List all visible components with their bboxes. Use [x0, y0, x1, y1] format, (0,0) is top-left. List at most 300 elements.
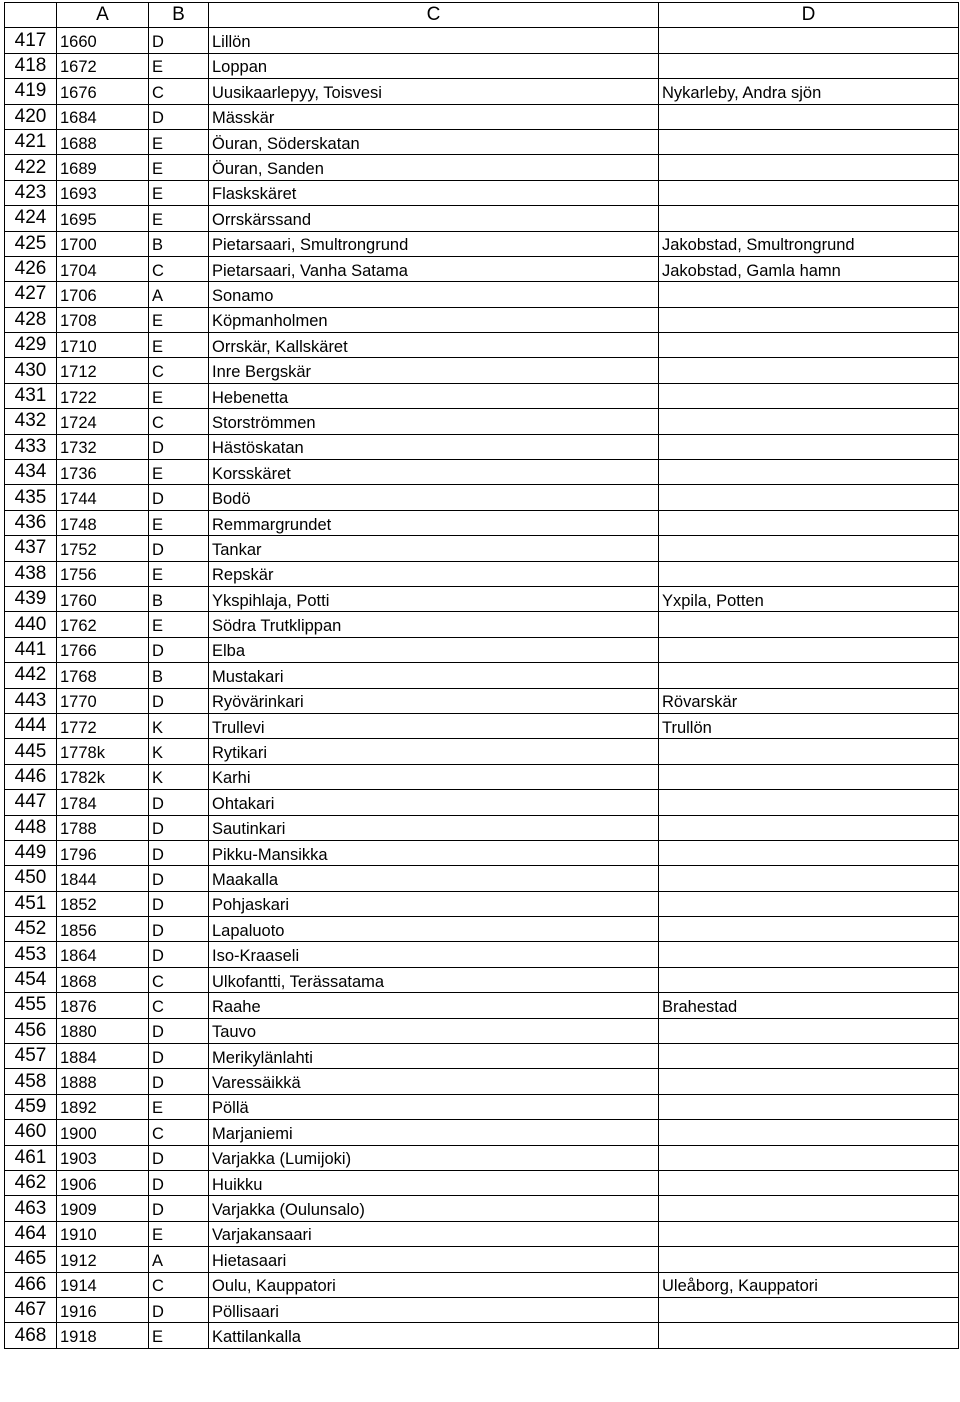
- cell-b[interactable]: D: [149, 866, 209, 891]
- row-number[interactable]: 464: [5, 1221, 57, 1246]
- cell-a[interactable]: 1712: [57, 358, 149, 383]
- cell-a[interactable]: 1916: [57, 1297, 149, 1322]
- cell-b[interactable]: B: [149, 231, 209, 256]
- cell-b[interactable]: D: [149, 1196, 209, 1221]
- row-number[interactable]: 430: [5, 358, 57, 383]
- cell-a[interactable]: 1868: [57, 967, 149, 992]
- cell-d[interactable]: [659, 536, 959, 561]
- row-number[interactable]: 442: [5, 663, 57, 688]
- cell-d[interactable]: [659, 28, 959, 53]
- cell-b[interactable]: C: [149, 967, 209, 992]
- cell-a[interactable]: 1724: [57, 409, 149, 434]
- table-row: [5, 561, 959, 586]
- cell-a[interactable]: 1888: [57, 1069, 149, 1094]
- row-number[interactable]: 437: [5, 536, 57, 561]
- row-number[interactable]: 456: [5, 1018, 57, 1043]
- row-number[interactable]: 423: [5, 180, 57, 205]
- cell-c[interactable]: Pikku-Mansikka: [209, 840, 659, 865]
- table-row: [5, 1323, 959, 1348]
- row-number[interactable]: 449: [5, 840, 57, 865]
- cell-d[interactable]: [659, 1069, 959, 1094]
- cell-b[interactable]: D: [149, 1170, 209, 1195]
- cell-d[interactable]: [659, 460, 959, 485]
- cell-a[interactable]: 1772: [57, 713, 149, 738]
- cell-d[interactable]: [659, 917, 959, 942]
- row-number[interactable]: 468: [5, 1323, 57, 1348]
- cell-c[interactable]: Ulkofantti, Terässatama: [209, 967, 659, 992]
- cell-d[interactable]: [659, 1094, 959, 1119]
- cell-a[interactable]: 1906: [57, 1170, 149, 1195]
- cell-a[interactable]: 1708: [57, 307, 149, 332]
- cell-c[interactable]: Marjaniemi: [209, 1120, 659, 1145]
- column-header-d[interactable]: D: [659, 3, 959, 28]
- cell-b[interactable]: E: [149, 129, 209, 154]
- cell-d[interactable]: [659, 409, 959, 434]
- cell-d[interactable]: [659, 333, 959, 358]
- cell-b[interactable]: C: [149, 256, 209, 281]
- table-row: [5, 1069, 959, 1094]
- table-row: [5, 434, 959, 459]
- cell-b[interactable]: C: [149, 409, 209, 434]
- cell-a[interactable]: 1770: [57, 688, 149, 713]
- row-number[interactable]: 425: [5, 231, 57, 256]
- cell-c[interactable]: Pohjaskari: [209, 891, 659, 916]
- row-number[interactable]: 441: [5, 637, 57, 662]
- table-row: [5, 129, 959, 154]
- table-row: [5, 409, 959, 434]
- cell-a[interactable]: 1700: [57, 231, 149, 256]
- cell-a[interactable]: 1914: [57, 1272, 149, 1297]
- cell-b[interactable]: D: [149, 1297, 209, 1322]
- cell-c[interactable]: Bodö: [209, 485, 659, 510]
- cell-d[interactable]: Nykarleby, Andra sjön: [659, 79, 959, 104]
- row-number[interactable]: 466: [5, 1272, 57, 1297]
- cell-c[interactable]: Sautinkari: [209, 815, 659, 840]
- cell-a[interactable]: 1722: [57, 383, 149, 408]
- corner-cell[interactable]: [5, 3, 57, 28]
- row-number[interactable]: 439: [5, 586, 57, 611]
- cell-a[interactable]: 1892: [57, 1094, 149, 1119]
- cell-b[interactable]: D: [149, 485, 209, 510]
- cell-a[interactable]: 1693: [57, 180, 149, 205]
- cell-a[interactable]: 1744: [57, 485, 149, 510]
- table-row: [5, 1196, 959, 1221]
- table-row: [5, 307, 959, 332]
- row-number[interactable]: 452: [5, 917, 57, 942]
- table-row: [5, 790, 959, 815]
- row-number[interactable]: 453: [5, 942, 57, 967]
- cell-b[interactable]: A: [149, 1247, 209, 1272]
- cell-b[interactable]: E: [149, 307, 209, 332]
- cell-a[interactable]: 1748: [57, 510, 149, 535]
- row-number[interactable]: 454: [5, 967, 57, 992]
- cell-d[interactable]: Yxpila, Potten: [659, 586, 959, 611]
- row-number[interactable]: 422: [5, 155, 57, 180]
- cell-b[interactable]: C: [149, 358, 209, 383]
- cell-d[interactable]: [659, 764, 959, 789]
- row-number[interactable]: 461: [5, 1145, 57, 1170]
- cell-d[interactable]: [659, 739, 959, 764]
- table-row: [5, 1145, 959, 1170]
- cell-d[interactable]: [659, 282, 959, 307]
- cell-b[interactable]: B: [149, 663, 209, 688]
- row-number[interactable]: 428: [5, 307, 57, 332]
- cell-a[interactable]: 1796: [57, 840, 149, 865]
- row-number[interactable]: 426: [5, 256, 57, 281]
- cell-b[interactable]: D: [149, 1145, 209, 1170]
- cell-d[interactable]: [659, 1018, 959, 1043]
- cell-d[interactable]: [659, 612, 959, 637]
- cell-b[interactable]: D: [149, 815, 209, 840]
- table-row: [5, 333, 959, 358]
- cell-b[interactable]: D: [149, 104, 209, 129]
- cell-b[interactable]: E: [149, 383, 209, 408]
- cell-b[interactable]: E: [149, 1094, 209, 1119]
- cell-a[interactable]: 1704: [57, 256, 149, 281]
- cell-c[interactable]: Ykspihlaja, Potti: [209, 586, 659, 611]
- cell-c[interactable]: Uusikaarlepyy, Toisvesi: [209, 79, 659, 104]
- cell-b[interactable]: D: [149, 1018, 209, 1043]
- cell-c[interactable]: Tankar: [209, 536, 659, 561]
- column-header-a[interactable]: A: [57, 3, 149, 28]
- cell-d[interactable]: [659, 307, 959, 332]
- cell-a[interactable]: 1689: [57, 155, 149, 180]
- cell-d[interactable]: [659, 180, 959, 205]
- cell-c[interactable]: Rytikari: [209, 739, 659, 764]
- cell-c[interactable]: Hästöskatan: [209, 434, 659, 459]
- row-number[interactable]: 459: [5, 1094, 57, 1119]
- cell-c[interactable]: Öuran, Sanden: [209, 155, 659, 180]
- cell-a[interactable]: 1736: [57, 460, 149, 485]
- cell-d[interactable]: [659, 53, 959, 78]
- cell-b[interactable]: E: [149, 180, 209, 205]
- cell-a[interactable]: 1684: [57, 104, 149, 129]
- row-number[interactable]: 444: [5, 713, 57, 738]
- cell-a[interactable]: 1732: [57, 434, 149, 459]
- table-row: [5, 79, 959, 104]
- table-row: [5, 993, 959, 1018]
- cell-a[interactable]: 1782k: [57, 764, 149, 789]
- row-number[interactable]: 465: [5, 1247, 57, 1272]
- cell-c[interactable]: Varjakka (Oulunsalo): [209, 1196, 659, 1221]
- row-number[interactable]: 436: [5, 510, 57, 535]
- row-number[interactable]: 438: [5, 561, 57, 586]
- cell-c[interactable]: Flaskskäret: [209, 180, 659, 205]
- cell-d[interactable]: Trullön: [659, 713, 959, 738]
- cell-c[interactable]: Varessäikkä: [209, 1069, 659, 1094]
- cell-c[interactable]: Storströmmen: [209, 409, 659, 434]
- table-row: [5, 612, 959, 637]
- row-number[interactable]: 455: [5, 993, 57, 1018]
- cell-d[interactable]: Uleåborg, Kauppatori: [659, 1272, 959, 1297]
- cell-d[interactable]: [659, 815, 959, 840]
- cell-a[interactable]: 1864: [57, 942, 149, 967]
- cell-a[interactable]: 1695: [57, 206, 149, 231]
- cell-b[interactable]: E: [149, 206, 209, 231]
- cell-c[interactable]: Lillön: [209, 28, 659, 53]
- row-number[interactable]: 434: [5, 460, 57, 485]
- table-row: [5, 688, 959, 713]
- row-number[interactable]: 445: [5, 739, 57, 764]
- row-number[interactable]: 417: [5, 28, 57, 53]
- cell-d[interactable]: [659, 790, 959, 815]
- cell-c[interactable]: Köpmanholmen: [209, 307, 659, 332]
- row-number[interactable]: 446: [5, 764, 57, 789]
- cell-b[interactable]: D: [149, 1044, 209, 1069]
- cell-b[interactable]: E: [149, 561, 209, 586]
- row-number[interactable]: 467: [5, 1297, 57, 1322]
- row-number[interactable]: 431: [5, 383, 57, 408]
- cell-a[interactable]: 1880: [57, 1018, 149, 1043]
- cell-b[interactable]: D: [149, 942, 209, 967]
- row-number[interactable]: 443: [5, 688, 57, 713]
- cell-c[interactable]: Huikku: [209, 1170, 659, 1195]
- row-number[interactable]: 458: [5, 1069, 57, 1094]
- cell-b[interactable]: D: [149, 688, 209, 713]
- cell-b[interactable]: E: [149, 155, 209, 180]
- row-number[interactable]: 419: [5, 79, 57, 104]
- cell-a[interactable]: 1784: [57, 790, 149, 815]
- cell-a[interactable]: 1752: [57, 536, 149, 561]
- cell-c[interactable]: Remmargrundet: [209, 510, 659, 535]
- cell-a[interactable]: 1876: [57, 993, 149, 1018]
- cell-d[interactable]: [659, 1323, 959, 1348]
- cell-c[interactable]: Loppan: [209, 53, 659, 78]
- cell-a[interactable]: 1856: [57, 917, 149, 942]
- cell-d[interactable]: [659, 1120, 959, 1145]
- cell-d[interactable]: [659, 485, 959, 510]
- table-row: [5, 815, 959, 840]
- cell-c[interactable]: Elba: [209, 637, 659, 662]
- cell-d[interactable]: [659, 155, 959, 180]
- table-row: [5, 256, 959, 281]
- cell-d[interactable]: [659, 1145, 959, 1170]
- cell-c[interactable]: Hebenetta: [209, 383, 659, 408]
- cell-d[interactable]: [659, 1196, 959, 1221]
- column-header-b[interactable]: B: [149, 3, 209, 28]
- cell-a[interactable]: 1903: [57, 1145, 149, 1170]
- cell-c[interactable]: Merikylänlahti: [209, 1044, 659, 1069]
- cell-c[interactable]: Repskär: [209, 561, 659, 586]
- cell-c[interactable]: Karhi: [209, 764, 659, 789]
- cell-c[interactable]: Ohtakari: [209, 790, 659, 815]
- cell-d[interactable]: [659, 383, 959, 408]
- cell-a[interactable]: 1900: [57, 1120, 149, 1145]
- cell-c[interactable]: Oulu, Kauppatori: [209, 1272, 659, 1297]
- cell-b[interactable]: K: [149, 713, 209, 738]
- cell-d[interactable]: [659, 434, 959, 459]
- table-row: [5, 485, 959, 510]
- cell-c[interactable]: Inre Bergskär: [209, 358, 659, 383]
- cell-d[interactable]: [659, 1170, 959, 1195]
- row-number[interactable]: 418: [5, 53, 57, 78]
- row-number[interactable]: 427: [5, 282, 57, 307]
- table-row: [5, 536, 959, 561]
- cell-a[interactable]: 1909: [57, 1196, 149, 1221]
- cell-d[interactable]: [659, 206, 959, 231]
- cell-a[interactable]: 1762: [57, 612, 149, 637]
- cell-b[interactable]: D: [149, 891, 209, 916]
- table-row: [5, 663, 959, 688]
- row-number[interactable]: 433: [5, 434, 57, 459]
- cell-c[interactable]: Kattilankalla: [209, 1323, 659, 1348]
- cell-d[interactable]: [659, 663, 959, 688]
- row-number[interactable]: 448: [5, 815, 57, 840]
- table-row: [5, 231, 959, 256]
- row-number[interactable]: 450: [5, 866, 57, 891]
- table-row: [5, 840, 959, 865]
- cell-d[interactable]: Brahestad: [659, 993, 959, 1018]
- cell-d[interactable]: [659, 637, 959, 662]
- cell-d[interactable]: [659, 129, 959, 154]
- table-row: [5, 206, 959, 231]
- cell-b[interactable]: C: [149, 1272, 209, 1297]
- cell-d[interactable]: [659, 1297, 959, 1322]
- row-number[interactable]: 462: [5, 1170, 57, 1195]
- cell-d[interactable]: [659, 942, 959, 967]
- cell-c[interactable]: Södra Trutklippan: [209, 612, 659, 637]
- cell-d[interactable]: [659, 840, 959, 865]
- cell-c[interactable]: Pöllä: [209, 1094, 659, 1119]
- cell-b[interactable]: D: [149, 840, 209, 865]
- cell-a[interactable]: 1910: [57, 1221, 149, 1246]
- cell-d[interactable]: Rövarskär: [659, 688, 959, 713]
- spreadsheet-grid: [4, 2, 959, 1349]
- row-number[interactable]: 435: [5, 485, 57, 510]
- cell-c[interactable]: Hietasaari: [209, 1247, 659, 1272]
- row-number[interactable]: 432: [5, 409, 57, 434]
- cell-c[interactable]: Pöllisaari: [209, 1297, 659, 1322]
- cell-a[interactable]: 1788: [57, 815, 149, 840]
- row-number[interactable]: 421: [5, 129, 57, 154]
- cell-a[interactable]: 1918: [57, 1323, 149, 1348]
- cell-b[interactable]: E: [149, 510, 209, 535]
- cell-b[interactable]: D: [149, 536, 209, 561]
- cell-d[interactable]: Jakobstad, Smultrongrund: [659, 231, 959, 256]
- cell-a[interactable]: 1706: [57, 282, 149, 307]
- cell-d[interactable]: Jakobstad, Gamla hamn: [659, 256, 959, 281]
- cell-b[interactable]: K: [149, 739, 209, 764]
- cell-b[interactable]: D: [149, 434, 209, 459]
- cell-a[interactable]: 1844: [57, 866, 149, 891]
- cell-a[interactable]: 1756: [57, 561, 149, 586]
- cell-c[interactable]: Lapaluoto: [209, 917, 659, 942]
- sheet-body: [5, 28, 959, 1348]
- cell-a[interactable]: 1688: [57, 129, 149, 154]
- row-number[interactable]: 429: [5, 333, 57, 358]
- cell-d[interactable]: [659, 866, 959, 891]
- table-row: [5, 891, 959, 916]
- cell-a[interactable]: 1852: [57, 891, 149, 916]
- table-row: [5, 1247, 959, 1272]
- cell-c[interactable]: Raahe: [209, 993, 659, 1018]
- cell-b[interactable]: E: [149, 1323, 209, 1348]
- cell-c[interactable]: Mässkär: [209, 104, 659, 129]
- row-number[interactable]: 451: [5, 891, 57, 916]
- cell-d[interactable]: [659, 1044, 959, 1069]
- cell-a[interactable]: 1710: [57, 333, 149, 358]
- cell-a[interactable]: 1778k: [57, 739, 149, 764]
- cell-c[interactable]: Orrskär, Kallskäret: [209, 333, 659, 358]
- cell-d[interactable]: [659, 1221, 959, 1246]
- row-number[interactable]: 440: [5, 612, 57, 637]
- cell-b[interactable]: D: [149, 28, 209, 53]
- cell-a[interactable]: 1768: [57, 663, 149, 688]
- cell-c[interactable]: Varjakka (Lumijoki): [209, 1145, 659, 1170]
- table-row: [5, 1272, 959, 1297]
- table-row: [5, 53, 959, 78]
- cell-b[interactable]: C: [149, 993, 209, 1018]
- table-row: [5, 764, 959, 789]
- cell-a[interactable]: 1672: [57, 53, 149, 78]
- cell-b[interactable]: D: [149, 790, 209, 815]
- cell-d[interactable]: [659, 561, 959, 586]
- cell-c[interactable]: Maakalla: [209, 866, 659, 891]
- cell-d[interactable]: [659, 104, 959, 129]
- cell-b[interactable]: K: [149, 764, 209, 789]
- cell-c[interactable]: Pietarsaari, Vanha Satama: [209, 256, 659, 281]
- row-number[interactable]: 424: [5, 206, 57, 231]
- cell-b[interactable]: E: [149, 53, 209, 78]
- row-number[interactable]: 463: [5, 1196, 57, 1221]
- cell-c[interactable]: Öuran, Söderskatan: [209, 129, 659, 154]
- row-number[interactable]: 457: [5, 1044, 57, 1069]
- row-number[interactable]: 447: [5, 790, 57, 815]
- cell-c[interactable]: Sonamo: [209, 282, 659, 307]
- table-row: [5, 917, 959, 942]
- cell-c[interactable]: Trullevi: [209, 713, 659, 738]
- cell-b[interactable]: D: [149, 637, 209, 662]
- cell-b[interactable]: E: [149, 1221, 209, 1246]
- cell-c[interactable]: Korsskäret: [209, 460, 659, 485]
- cell-d[interactable]: [659, 510, 959, 535]
- column-header-c[interactable]: C: [209, 3, 659, 28]
- cell-b[interactable]: B: [149, 586, 209, 611]
- cell-b[interactable]: E: [149, 460, 209, 485]
- cell-a[interactable]: 1660: [57, 28, 149, 53]
- cell-c[interactable]: Tauvo: [209, 1018, 659, 1043]
- cell-a[interactable]: 1760: [57, 586, 149, 611]
- table-row: [5, 713, 959, 738]
- cell-c[interactable]: Pietarsaari, Smultrongrund: [209, 231, 659, 256]
- cell-b[interactable]: E: [149, 612, 209, 637]
- row-number[interactable]: 460: [5, 1120, 57, 1145]
- cell-b[interactable]: A: [149, 282, 209, 307]
- cell-c[interactable]: Mustakari: [209, 663, 659, 688]
- cell-c[interactable]: Orrskärssand: [209, 206, 659, 231]
- cell-d[interactable]: [659, 967, 959, 992]
- cell-a[interactable]: 1676: [57, 79, 149, 104]
- cell-c[interactable]: Varjakansaari: [209, 1221, 659, 1246]
- cell-d[interactable]: [659, 1247, 959, 1272]
- cell-d[interactable]: [659, 358, 959, 383]
- cell-b[interactable]: D: [149, 917, 209, 942]
- table-row: [5, 104, 959, 129]
- table-row: [5, 942, 959, 967]
- table-row: [5, 1120, 959, 1145]
- cell-b[interactable]: C: [149, 1120, 209, 1145]
- cell-b[interactable]: C: [149, 79, 209, 104]
- cell-d[interactable]: [659, 891, 959, 916]
- cell-c[interactable]: Iso-Kraaseli: [209, 942, 659, 967]
- cell-b[interactable]: E: [149, 333, 209, 358]
- cell-a[interactable]: 1766: [57, 637, 149, 662]
- row-number[interactable]: 420: [5, 104, 57, 129]
- cell-a[interactable]: 1884: [57, 1044, 149, 1069]
- cell-a[interactable]: 1912: [57, 1247, 149, 1272]
- cell-c[interactable]: Ryövärinkari: [209, 688, 659, 713]
- cell-b[interactable]: D: [149, 1069, 209, 1094]
